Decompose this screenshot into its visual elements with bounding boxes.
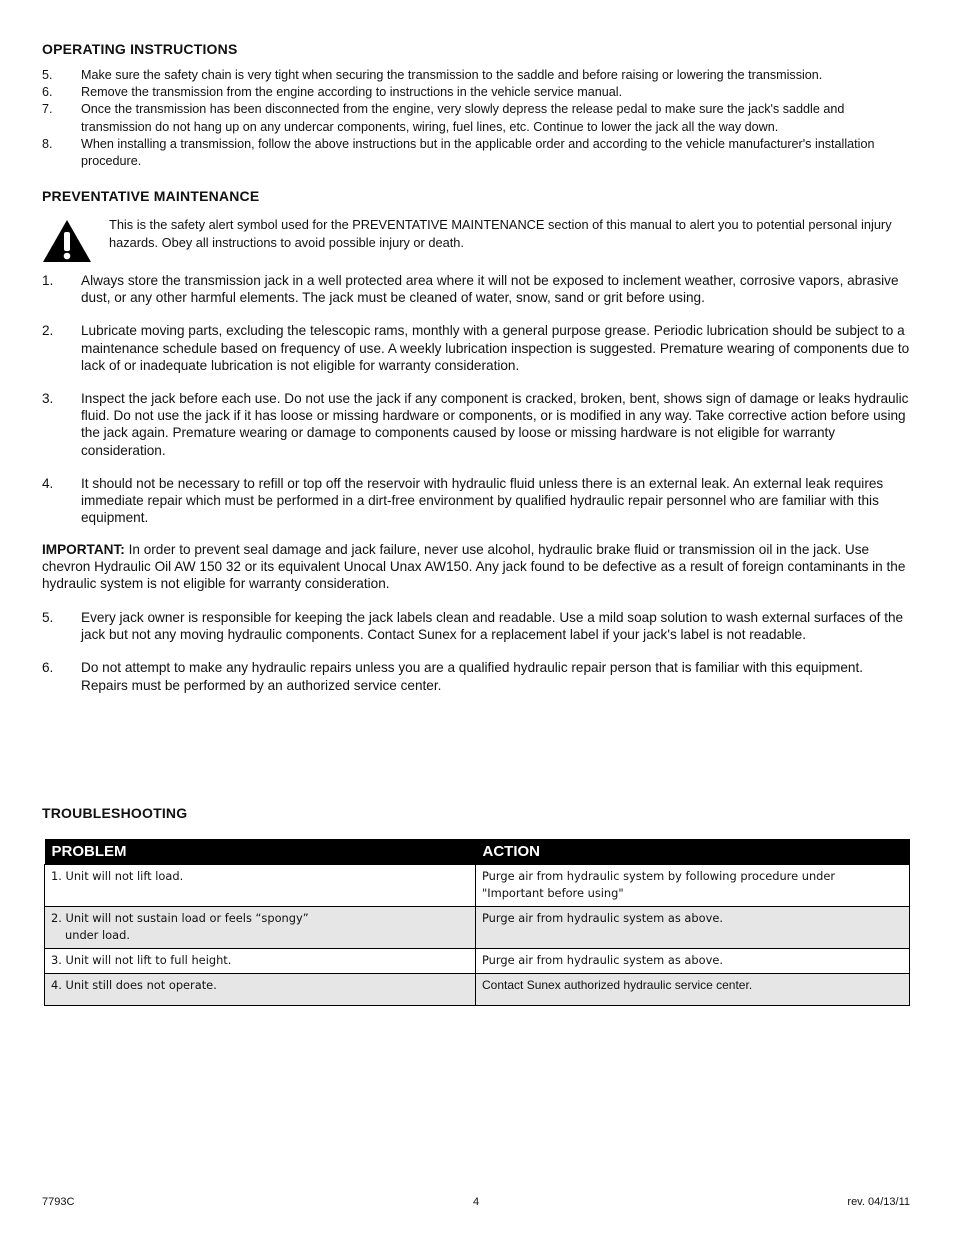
important-note bbox=[42, 541, 912, 593]
table-row bbox=[45, 974, 910, 1006]
problem-cell: 1. Unit will not lift load. bbox=[45, 865, 476, 907]
safety-alert-text: This is the safety alert symbol used for the PREVENTATIVE MAINTENANCE section of this manual to alert you to potential personal injury hazards. Obey all instructions to avoid possible injury or death. bbox=[109, 217, 892, 250]
action-cell: Contact Sunex authorized hydraulic service center. bbox=[476, 974, 910, 1006]
list-item: 4. It should not be necessary to refill or top off the reservoir with hydraulic fluid unless there is an external leak. An external leak requires immediate repair which must be performed in a dirt-free environment by qualified hydraulic repair personnel who are familiar with this equipment. bbox=[42, 475, 884, 526]
table-row bbox=[45, 907, 910, 949]
problem-cell: 4. Unit still does not operate. bbox=[45, 974, 476, 1006]
list-item: 8. When installing a transmission, follow the above instructions but in the applicable order and according to the vehicle manufacturer's installation procedure. bbox=[42, 136, 875, 169]
operating-instructions-heading: OPERATING INSTRUCTIONS bbox=[42, 41, 238, 57]
list-item: 5. Make sure the safety chain is very tight when securing the transmission to the saddle and before raising or lowering the transmission. bbox=[42, 68, 823, 82]
table-row bbox=[45, 949, 910, 974]
list-item: 6. Do not attempt to make any hydraulic repairs unless you are a qualified hydraulic repair person that is familiar with this equipment. Repairs must be performed by an authorized service center. bbox=[42, 660, 864, 693]
problem-cell: 2. Unit will not sustain load or feels “spongy” under load. bbox=[45, 907, 476, 949]
action-cell: Purge air from hydraulic system as above. bbox=[476, 949, 910, 974]
list-item: 1. Always store the transmission jack in a well protected area where it will not be exposed to inclement weather, corrosive vapors, abrasive dust, or any other harmful elements. The jack must be cleaned of water, snow, sand or grit before using. bbox=[42, 273, 899, 306]
table-header-row bbox=[45, 839, 910, 865]
preventative-maintenance-heading: PREVENTATIVE MAINTENANCE bbox=[42, 188, 260, 204]
revision-date: rev. 04/13/11 bbox=[847, 1196, 910, 1208]
page-number: 4 bbox=[473, 1196, 480, 1208]
important-label: IMPORTANT: bbox=[42, 542, 125, 557]
table-row bbox=[45, 865, 910, 907]
problem-column-header: PROBLEM bbox=[45, 839, 476, 865]
document-code: 7793C bbox=[42, 1196, 75, 1208]
list-item: 3. Inspect the jack before each use. Do not use the jack if any component is cracked, broken, bent, shows sign of damage or leaks hydraulic fluid. Do not use the jack if it has loose or missing hardware or components, or is modified in any way. Take corrective action before using the jack again. Premature wearing or damage to components caused by loose or missing hardware is not eligible for warranty consideration. bbox=[42, 391, 909, 458]
warning-triangle-icon bbox=[42, 219, 92, 263]
safety-alert bbox=[42, 216, 912, 252]
list-item: 7. Once the transmission has been disconnected from the engine, very slowly depress the release pedal to make sure the jack's saddle and transmission do not hang up on any undercar components, wiring, fuel lines, etc. Continue to lower the jack all the way down. bbox=[42, 102, 845, 134]
operating-instructions-list bbox=[42, 67, 912, 170]
troubleshooting-table bbox=[44, 839, 910, 1006]
action-cell: Purge air from hydraulic system by following procedure under "Important before using" bbox=[476, 865, 910, 907]
list-item: 6. Remove the transmission from the engine according to instructions in the vehicle service manual. bbox=[42, 85, 623, 100]
action-column-header: ACTION bbox=[476, 839, 910, 865]
action-cell: Purge air from hydraulic system as above. bbox=[476, 907, 910, 949]
maintenance-list-continued bbox=[42, 609, 912, 694]
important-text: In order to prevent seal damage and jack failure, never use alcohol, hydraulic brake fluid or transmission oil in the jack. Use chevron Hydraulic Oil AW 150 32 or its equivalent Unocal Unax AW150. Any jack found to be defective as a result of foreign contaminants in the hydraulic system is not eligible for warranty consideration. bbox=[42, 542, 906, 592]
list-item: 5. Every jack owner is responsible for keeping the jack labels clean and readable. Use a mild soap solution to wash external surfaces of the jack but not any moving hydraulic components. Contact Sunex for a replacement label if your jack's label is not readable. bbox=[42, 610, 904, 643]
list-item: 2. Lubricate moving parts, excluding the telescopic rams, monthly with a general purpose grease. Periodic lubrication should be subject to a maintenance schedule based on frequency of use. A weekly lubrication inspection is suggested. Premature wearing of components due to lack of or inadequate lubrication is not eligible for warranty consideration. bbox=[42, 323, 910, 373]
maintenance-list bbox=[42, 272, 912, 526]
problem-cell: 3. Unit will not lift to full height. bbox=[45, 949, 476, 974]
troubleshooting-heading: TROUBLESHOOTING bbox=[42, 805, 188, 821]
